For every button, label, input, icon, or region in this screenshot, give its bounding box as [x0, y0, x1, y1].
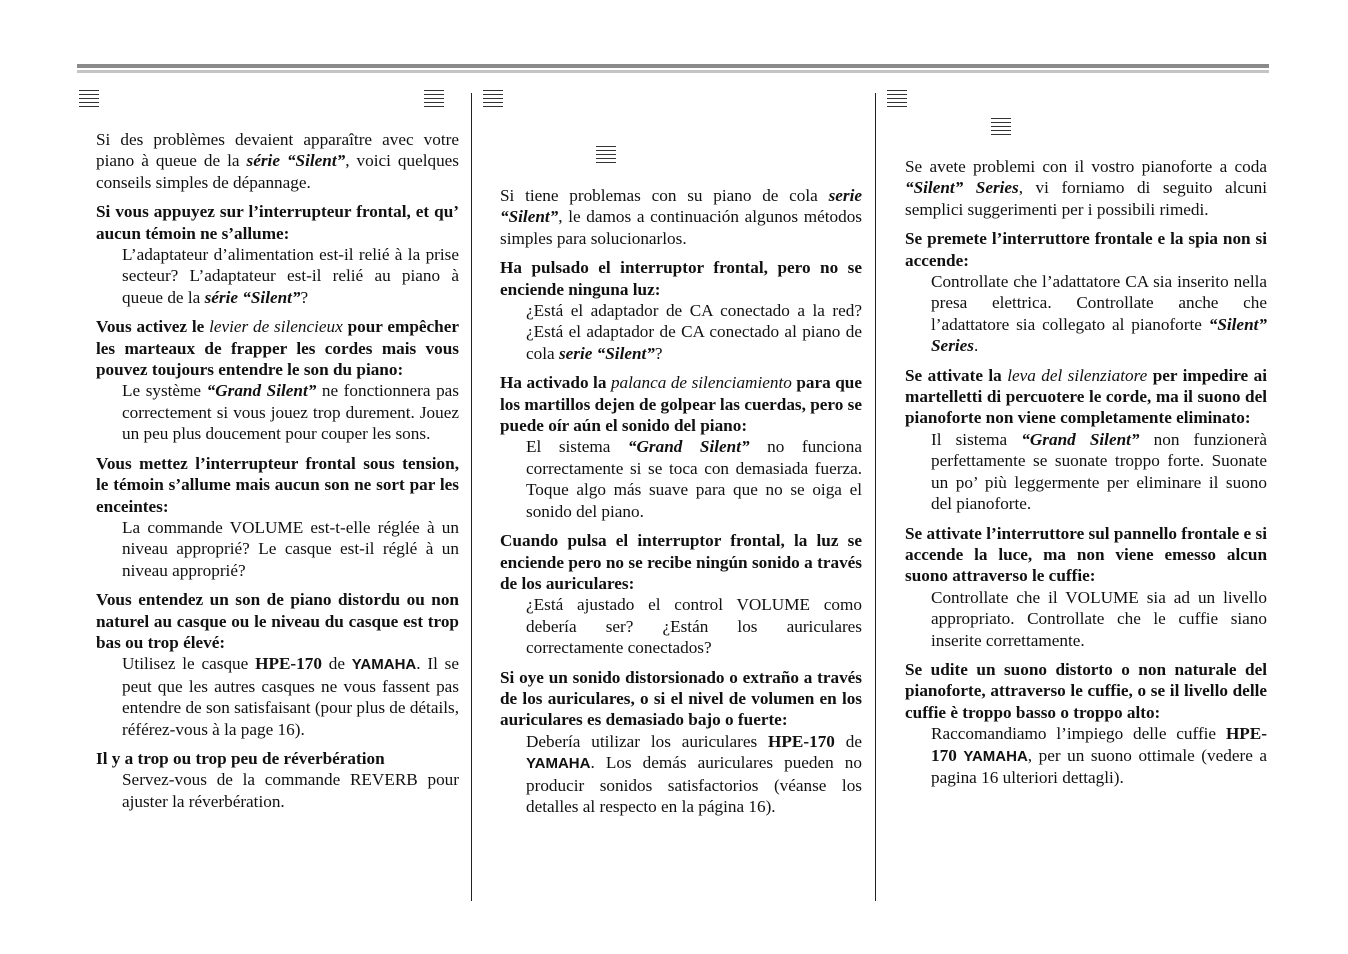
answer: Controllate che il VOLUME sia ad un livello appropriato. Controllate che le cuffie siano inserite correttamente. [931, 587, 1267, 650]
column-divider [471, 93, 472, 901]
question: Ha activado la palanca de silenciamiento para que los martillos dejen de golpear las cuerdas, pero se puede oír aún el sonido del piano: [500, 373, 862, 436]
answer: ¿Está el adaptador de CA conectado a la red? ¿Está el adaptador de CA conectado al piano de cola serie “Silent”? [526, 301, 862, 363]
answer: Controllate che l’adattatore CA sia inserito nella presa elettrica. Controllate anche che l’adattatore sia collegato al pianoforte “Silent” Series. [931, 272, 1267, 356]
question: Se attivate la leva del silenziatore per impedire ai martelletti di percuotere le corde, ma il suono del pianoforte non viene completamente eliminato: [905, 365, 1267, 428]
question: Se udite un suono distorto o non naturale del pianoforte, attraverso le cuffie, o se il livello delle cuffie è troppo basso o troppo alto: [905, 659, 1267, 722]
answer: Le système “Grand Silent” ne fonctionnera pas correctement si vous jouez trop durement. Jouez un peu plus doucement pour couper les sons. [122, 381, 459, 444]
answer: Raccomandiamo l’impiego delle cuffie HPE-170 YAMAHA, per un suono ottimale (vedere a pagina 16 ulteriori dettagli). [931, 724, 1267, 787]
yamaha-brand: YAMAHA [963, 747, 1028, 765]
yamaha-brand: YAMAHA [351, 656, 417, 674]
column-spanish [500, 185, 862, 817]
answer: ¿Está ajustado el control VOLUME como debería ser? ¿Están los auriculares correctamente conectados? [526, 595, 862, 658]
heading-marker-icon [424, 90, 444, 108]
answer: Debería utilizar los auriculares HPE-170 de YAMAHA. Los demás auriculares pueden no producir sonidos satisfactorios (véanse los detalles al respecto en la página 16). [526, 731, 862, 816]
column-italian [905, 156, 1267, 788]
answer: L’adaptateur d’alimentation est-il relié à la prise secteur? L’adaptateur est-il relié au piano à queue de la série “Silent”? [122, 245, 459, 307]
question: Cuando pulsa el interruptor frontal, la luz se enciende pero no se recibe ningún sonido a través de los auriculares: [500, 531, 862, 593]
question: Ha pulsado el interruptor frontal, pero no se enciende ninguna luz: [500, 258, 862, 299]
heading-marker-icon [991, 118, 1011, 136]
question: Il y a trop ou trop peu de réverbération [96, 748, 385, 768]
answer: Servez-vous de la commande REVERB pour ajuster la réverbération. [122, 770, 459, 811]
intro-paragraph: Si des problèmes devaient apparaître avec votre piano à queue de la série “Silent”, voici quelques conseils simples de dépannage. [96, 130, 459, 192]
heading-marker-icon [79, 90, 99, 108]
question: Si oye un sonido distorsionado o extraño a través de los auriculares, o si el nivel de volumen en los auriculares es demasiado bajo o fuerte: [500, 667, 862, 730]
heading-marker-icon [887, 90, 907, 108]
answer: Il sistema “Grand Silent” non funzionerà perfettamente se suonate troppo forte. Suonate un po’ più leggermente per eliminare il suono del pianoforte. [931, 429, 1268, 514]
column-divider [875, 93, 876, 901]
question: Vous entendez un son de piano distordu ou non naturel au casque ou le niveau du casque est trop bas ou trop élevé: [96, 590, 459, 652]
heading-marker-icon [596, 146, 616, 164]
yamaha-brand: YAMAHA [526, 755, 591, 773]
question: Se attivate l’interruttore sul pannello frontale e si accende la luce, ma non viene emesso alcun suono attraverso le cuffie: [905, 523, 1267, 586]
answer: El sistema “Grand Silent” no funciona correctamente si se toca con demasiada fuerza. Toque algo más suave para que no se oiga el sonido del piano. [526, 437, 862, 521]
column-french [96, 129, 459, 812]
question: Vous mettez l’interrupteur frontal sous tension, le témoin s’allume mais aucun son ne sort par les enceintes: [96, 453, 459, 516]
answer: Utilisez le casque HPE-170 de YAMAHA. Il se peut que les autres casques ne vous fassent pas entendre de son satisfaisant (pour plus de détails, référez-vous à la page 16). [122, 654, 459, 739]
question: Vous activez le levier de silencieux pour empêcher les marteaux de frapper les cordes mais vous pouvez toujours entendre le son du piano: [96, 317, 459, 380]
intro-paragraph: Se avete problemi con il vostro pianoforte a coda “Silent” Series, vi forniamo di seguito alcuni semplici suggerimenti per i possibili rimedi. [905, 157, 1267, 219]
answer: La commande VOLUME est-t-elle réglée à un niveau approprié? Le casque est-il réglé à un niveau approprié? [122, 517, 459, 580]
header-rule [77, 64, 1269, 73]
heading-marker-icon [483, 90, 503, 108]
question: Se premete l’interruttore frontale e la spia non si accende: [905, 229, 1267, 270]
intro-paragraph: Si tiene problemas con su piano de cola serie “Silent”, le damos a continuación algunos métodos simples para solucionarlos. [500, 186, 862, 248]
question: Si vous appuyez sur l’interrupteur frontal, et qu’ aucun témoin ne s’allume: [96, 202, 459, 243]
